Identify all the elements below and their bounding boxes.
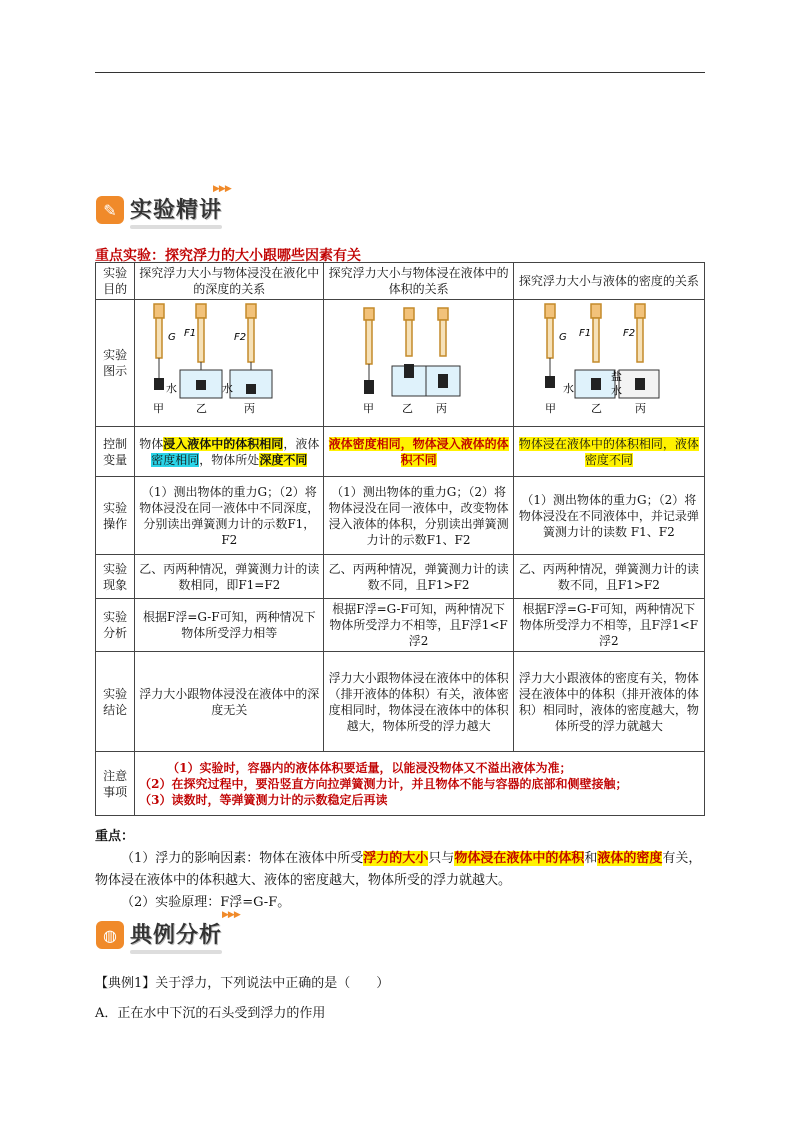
table-cell: 探究浮力大小与物体浸在液体中的体积的关系 [324,263,513,300]
figure-cell [135,300,324,427]
section-heading-examples [96,918,222,952]
experiment-figure-volume [326,300,512,422]
figure-label: 水 [610,384,622,397]
weight-block [154,378,164,390]
row-label: 实验 分析 [96,599,135,652]
figure-label: G [558,332,567,343]
figure-label: 甲 [362,402,374,415]
arrow-decoration-icon: ▶▶▶ [222,910,240,920]
experiment-title: 重点实验：探究浮力的大小跟哪些因素有关 [95,248,361,264]
table-cell: 浮力大小跟物体浸在液体中的体积（排开液体的体积）有关，液体密度相同时，物体浸在液体中的体积越大，物体所受的浮力越大 [324,652,513,752]
figure-label: 盐 [610,370,622,383]
note-item: （2）在探究过程中，要沿竖直方向拉弹簧测力计，并且物体不能与容器的底部和侧壁接触； [139,776,628,791]
notes-cell [135,752,705,816]
row-label: 实验 结论 [96,652,135,752]
key-point-2: （2）实验原理：F浮=G-F。 [121,895,291,910]
table-cell: （1）测出物体的重力G；（2）将物体浸没在同一液体中，改变物体浸入液体的体积，分别读出弹簧测力计的示数F1、F2 [324,477,513,555]
figure-cell [513,300,704,427]
note-item: （3）读数时，等弹簧测力计的示数稳定后再读 [139,792,388,807]
row-label: 实验 操作 [96,477,135,555]
table-cell: （1）测出物体的重力G；（2）将物体浸没在同一液体中不同深度，分别读出弹簧测力计的示数F1，F2 [135,477,324,555]
header-rule [95,72,705,73]
table-row [96,752,705,816]
key-points-title: 重点： [95,829,135,844]
figure-label: 乙 [196,402,208,415]
figure-label: 水 [222,382,234,395]
key-points [95,826,710,914]
row-label: 注意 事项 [96,752,135,816]
arrow-decoration-icon: ▶▶▶ [213,184,231,194]
figure-label: 丙 [634,402,646,415]
table-cell: 物体浸入液体中的体积相同，液体密度相同，物体所处深度不同 [135,427,324,477]
row-label: 实验 图示 [96,300,135,427]
table-cell: 乙、丙两种情况，弹簧测力计的读数不同，且F1>F2 [324,555,513,599]
section-title: 实验精讲 [130,193,222,227]
row-label: 实验 现象 [96,555,135,599]
figure-cell [324,300,513,427]
table-cell: （1）测出物体的重力G；（2）将物体浸没在不同液体中，并记录弹簧测力计的读数 F1、F2 [513,477,704,555]
figure-label: G [168,332,177,343]
figure-label: F2 [622,328,635,339]
example-question: 【典例1】关于浮力，下列说法中正确的是（ ） [95,976,390,991]
figure-label: F1 [184,328,197,339]
figure-label: 甲 [153,402,165,415]
table-row [96,427,705,477]
table-cell: 探究浮力大小与物体浸没在液化中的深度的关系 [135,263,324,300]
note-item: （1）实验时，容器内的液体体积要适量，以能浸没物体又不溢出液体为准； [167,760,572,775]
table-cell: 浮力大小跟物体浸没在液体中的深度无关 [135,652,324,752]
globe-icon: ◍ [96,921,124,949]
table-cell: 乙、丙两种情况，弹簧测力计的读数不同，且F1>F2 [513,555,704,599]
experiment-figure-depth [136,300,322,422]
table-cell: 根据F浮=G-F可知，两种情况下物体所受浮力相等 [135,599,324,652]
table-cell: 探究浮力大小与液体的密度的关系 [513,263,704,300]
table-cell: 根据F浮=G-F可知，两种情况下物体所受浮力不相等，且F浮1<F浮2 [513,599,704,652]
figure-label: 水 [562,382,574,395]
key-point-1: （1）浮力的影响因素：物体在液体中所受浮力的大小只与物体浸在液体中的体积和液体的密度有关，物体浸在液体中的体积越大、液体的密度越大，物体所受的浮力就越大。 [95,851,702,888]
table-row [96,652,705,752]
table-row [96,555,705,599]
row-label: 实验 目的 [96,263,135,300]
table-row [96,477,705,555]
table-cell: 液体密度相同，物体浸入液体的体积不同 [324,427,513,477]
table-row [96,263,705,300]
section-title: 典例分析 [130,918,222,952]
row-label: 控制 变量 [96,427,135,477]
flask-icon: ✎ [96,196,124,224]
figure-label: 甲 [544,402,556,415]
table-cell: 物体浸在液体中的体积相同，液体密度不同 [513,427,704,477]
figure-label: F2 [234,332,247,343]
experiment-figure-density [515,300,703,422]
figure-label: 乙 [590,402,602,415]
figure-label: 乙 [401,402,413,415]
experiment-table [95,262,705,816]
figure-label: 丙 [435,402,447,415]
table-cell: 根据F浮=G-F可知，两种情况下物体所受浮力不相等，且F浮1<F浮2 [324,599,513,652]
figure-label: F1 [578,328,591,339]
figure-label: 丙 [244,402,256,415]
figure-label: 水 [166,382,178,395]
section-heading-experiment [96,193,222,227]
table-cell: 乙、丙两种情况，弹簧测力计的读数相同，即F1=F2 [135,555,324,599]
table-cell: 浮力大小跟液体的密度有关，物体浸在液体中的体积（排开液体的体积）相同时，液体的密度越大，物体所受的浮力就越大 [513,652,704,752]
table-row [96,599,705,652]
table-row [96,300,705,427]
example-option-a: A．正在水中下沉的石头受到浮力的作用 [95,1006,326,1021]
